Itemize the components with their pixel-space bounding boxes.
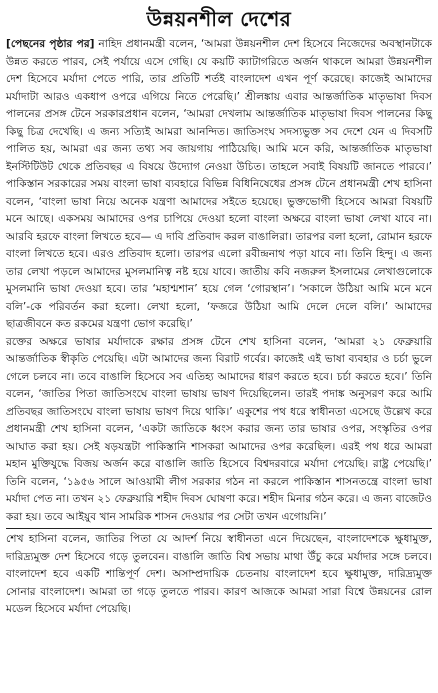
article-paragraph-3: [6, 531, 432, 619]
article-paragraph-1: [6, 36, 432, 334]
paragraph-3-text: শেখ হাসিনা বলেন, জাতির পিতা যে আদর্শ নিয়ে স্বাধীনতা এনে দিয়েছেন, বাংলাদেশকে ক্ষুধামুক্ত, দারিদ্র্যমুক্ত দেশ হিসেবে গড়ে তুলবেন। বাঙালি জাতি বিশ্ব সভায় মাথা উঁচু করে মর্যাদার সঙ্গে চলবে। বাংলাদেশ হবে একটি শান্তিপূর্ণ দেশ। অসাম্প্রদায়িক চেতনায় বাংলাদেশ হবে ক্ষুধামুক্ত, দারিদ্র্যমুক্ত সোনার বাংলাদেশ। আমরা তা গড়ে তুলতে পারব। কারণ আজকে আমরা সারা বিশ্বে উন্নয়নের রোল মডেল হিসেবে মর্যাদা পেয়েছি।: [6, 533, 432, 615]
paragraph-1-text: নাহিদ প্রধানমন্ত্রী বলেন, ‘আমরা উন্নয়নশীল দেশ হিসেবে নিজেদের অবস্থানটাকে উন্নত করতে পারব, সেই পর্যায়ে এসে গেছি। যে কয়টি ক্যাটাগরিতে অর্জন থাকলে আমরা উন্নয়নশীল দেশ হিসেবে মর্যাদা পেতে পারি, তার প্রতিটি শর্তই বাংলাদেশ এখন পূর্ণ করেছে। কাজেই আমাদের মর্যাদাটা আরও একধাপ ওপরে এগিয়ে নিতে পেরেছি।’ শ্রীলঙ্কায় এবার আন্তর্জাতিক মাতৃভাষা দিবস পালনের প্রসঙ্গ টেনে সরকারপ্রধান বলেন, ‘আমরা দেখলাম আন্তর্জাতিক মাতৃভাষা দিবস পালনের কিছু কিছু চিত্র দেখেছি। এ জন্য সত্যিই আমরা আনন্দিত। জাতিসংঘ সদস্যভুক্ত সব দেশে যেন এ দিবসটি পালিত হয়, আমরা এর জন্য তথ্য সব জায়গায় পাঠিয়েছি। আমি মনে করি, আন্তর্জাতিক মাতৃভাষা ইনস্টিটিউট থেকে প্রতিবছর এ বিষয়ে উদ্যোগ নেওয়া উচিত। তাহলে সবাই বিষয়টি জানতে পারবে।’ পাকিস্তান সরকারের সময় বাংলা ভাষা ব্যবহারে বিভিন্ন বিধিনিষেধের প্রসঙ্গ টেনে প্রধানমন্ত্রী শেখ হাসিনা বলেন, ‘বাংলা ভাষা নিয়ে অনেক যন্ত্রণা আমাদের সইতে হয়েছে। ভুক্তভোগী হিসেবে আমরা বিষয়টি মনে আছে। একসময় আমাদের ওপর চাপিয়ে দেওয়া হলো বাংলা অক্ষরে বাংলা ভাষা লেখা যাবে না। আরবি হরফে বাংলা লিখতে হবে— এ দাবি প্রতিবাদ করল বাঙালিরা। তারপর বলা হলো, রোমান হরফে বাংলা লিখতে হবে। এরও প্রতিবাদ হলো। তারপর এলো রবীন্দ্রনাথ পড়া যাবে না। তিনি হিন্দু। এ জন্য তার লেখা পড়লে আমাদের মুসলমানিত্ব নষ্ট হয়ে যাবে। জাতীয় কবি নজরুল ইসলামের লেখাগুলোকে মুসলমানি ভাষা দেওয়া হবে। তার ‘মহাশ্মশান’ হয়ে গেল ‘গোরস্থান’। ‘সকালে উঠিয়া আমি মনে মনে বলি’-কে পরিবর্তন করা হলো। লেখা হলো, ‘ফজরে উঠিয়া আমি দেলে দেলে বলি।’ আমাদের ছাত্রজীবনে কত রকমের যন্ত্রণা ভোগ করেছি।’: [6, 38, 433, 330]
section-divider: [6, 528, 432, 529]
article-body: [6, 36, 432, 619]
paragraph-2-text: রক্তের অক্ষরে ভাষার মর্যাদাকে রক্ষার প্রসঙ্গ টেনে শেখ হাসিনা বলেন, ‘আমরা ২১ ফেব্রুয়ারি আন্তর্জাতিক স্বীকৃতি পেয়েছি। এটা আমাদের জন্য বিরাট গর্বের। কাজেই এই ভাষা ব্যবহার ও চর্চা ভুলে গেলে চলবে না। তবে বাঙালি হিসেবে সব এতিহ্য আমাদের ধারণ করতে হবে। চর্চা করতে হবে।’ তিনি বলেন, ‘জাতির পিতা জাতিসংঘে বাংলা ভাষায় ভাষণ দিয়েছিলেন। তারই পদাঙ্ক অনুসরণ করে আমি প্রতিবছর জাতিসংঘে বাংলা ভাষায় ভাষণ দিয়ে থাকি।’ একুশের পথ ধরে স্বাধীনতা এসেছে উল্লেখ করে প্রধানমন্ত্রী শেখ হাসিনা বলেন, ‘একটা জাতিকে ধ্বংস করার জন্য তার ভাষার ওপর, সংস্কৃতির ওপর আঘাত করা হয়। সেই ষড়যন্ত্রটা পাকিস্তানি শাসকরা আমাদের ওপর করেছিল। এরই পথ ধরে আমরা মহান মুক্তিযুদ্ধে বিজয় অর্জন করে বাঙালি জাতি হিসেবে বিশ্বদরবারে মর্যাদা পেয়েছি। রাষ্ট্র পেয়েছি।’ তিনি বলেন, ‘১৯৫৬ সালে আওয়ামী লীগ সরকার গঠন না করলে পাকিস্তান শাসনতন্ত্রে বাংলা ভাষা মর্যাদা পেত না। তখন ২১ ফেব্রুয়ারি শহীদ দিবস ঘোষণা করে। শহীদ মিনার গঠন করে। এ জন্য বাজেটও করা হয়। তবে আইয়ুব খান সামরিক শাসন দেওয়ার পর সেটা তখন এগোয়নি।’: [6, 335, 432, 523]
article-headline: উন্নয়নশীল দেশের: [146, 7, 292, 31]
continuation-tag: [পেছনের পৃষ্ঠার পর]: [6, 38, 95, 50]
article-paragraph-2: [6, 334, 432, 527]
